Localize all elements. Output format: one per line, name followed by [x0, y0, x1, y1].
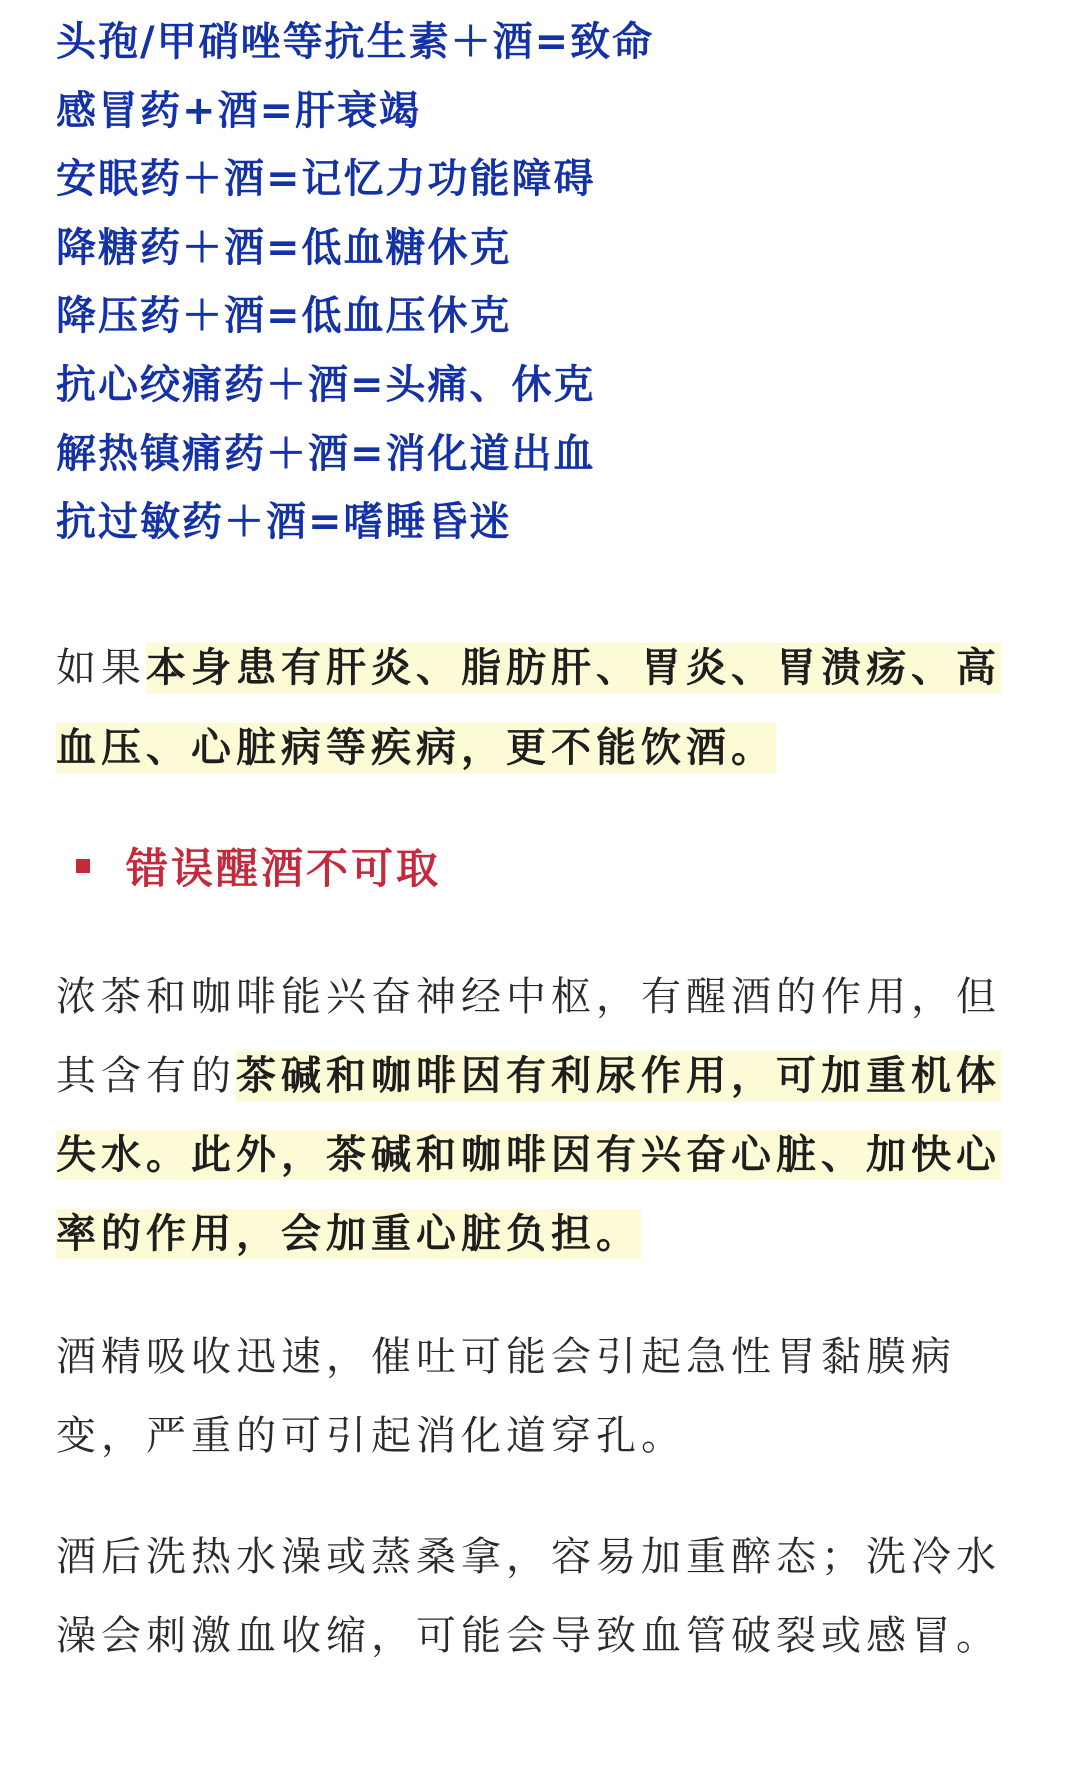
- list-item: 降压药＋酒=低血压休克: [56, 293, 512, 340]
- section-heading: [76, 838, 441, 894]
- list-item: 抗心绞痛药＋酒=头痛、休克: [56, 361, 596, 408]
- list-item: 安眠药＋酒=记忆力功能障碍: [56, 156, 596, 203]
- highlighted-text: 本身患有肝炎、脂肪肝、胃炎、胃溃疡、高血压、心脏病等疾病，更不能饮酒。: [56, 645, 1001, 771]
- list-item: 解热镇痛药＋酒=消化道出血: [56, 430, 596, 477]
- highlighted-text: 茶碱和咖啡因有利尿作用，可加重机体失水。此外，茶碱和咖啡因有兴奋心脏、加快心率的作用，会加重心脏负担。: [56, 1053, 1001, 1257]
- drug-alcohol-interaction-list: [56, 8, 654, 557]
- paragraph-bathing: 酒后洗热水澡或蒸桑拿，容易加重醉态；洗冷水澡会刺激血收缩，可能会导致血管破裂或感冒。: [56, 1534, 1001, 1659]
- section-title: 错误醒酒不可取: [126, 844, 442, 893]
- list-item: 抗过敏药＋酒=嗜睡昏迷: [56, 499, 512, 546]
- paragraph-lead-text: 浓茶和咖啡能兴奋神经中枢，有醒酒的作用，但其含有的: [56, 974, 1001, 1099]
- list-item: 感冒药+酒=肝衰竭: [56, 87, 422, 134]
- paragraph-tea-coffee: [56, 958, 1024, 1274]
- list-item: 降糖药＋酒=低血糖休克: [56, 224, 512, 271]
- list-item: 头孢/甲硝唑等抗生素＋酒=致命: [56, 19, 655, 65]
- paragraph-lead-text: 如果: [56, 645, 146, 691]
- paragraph-disease-warning: [56, 628, 1024, 788]
- square-bullet-icon: [76, 859, 90, 873]
- paragraph-vomiting: 酒精吸收迅速，催吐可能会引起急性胃黏膜病变，严重的可引起消化道穿孔。: [56, 1334, 956, 1459]
